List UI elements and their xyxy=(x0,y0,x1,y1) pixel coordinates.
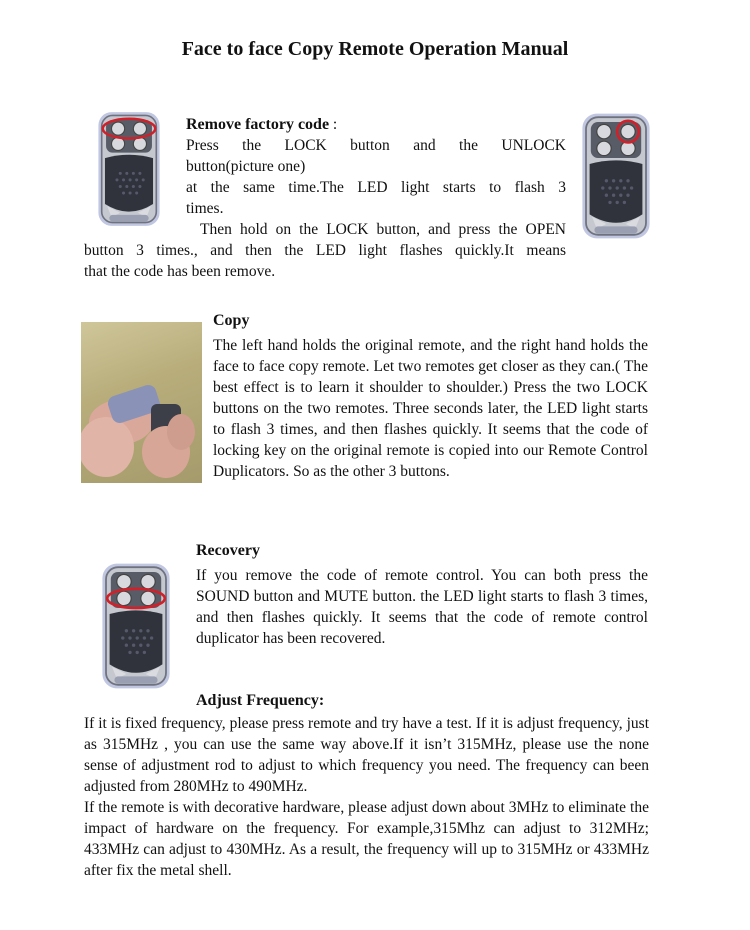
frequency-section xyxy=(84,713,649,881)
frequency-text: If the remote is with decorative hardware, please adjust down about 3MHz to eliminate the impact of hardware on the frequency. For example,315Mhz can adjust to 312MHz; 433MHz can adjust to 430MHz. As a result, the frequency will up to 315MHz or 433MHz after fix the metal shell. xyxy=(84,799,649,879)
remove-line: at the same time.The LED light starts to flash 3 xyxy=(186,179,566,196)
remove-line: button 3 times., and then the LED light flashes quickly.It means xyxy=(84,242,566,259)
remote-image-open-button xyxy=(580,108,652,244)
recovery-text: If you remove the code of remote control. You can both press the SOUND button and MUTE button. the LED light starts to flash 3 times, and then flashes quickly. It seems that the code of remote control duplicator has been recovered. xyxy=(196,567,648,647)
remove-line: button(picture one) xyxy=(186,158,306,175)
copy-section xyxy=(213,310,648,482)
recovery-section xyxy=(196,540,648,649)
section-heading-copy: Copy xyxy=(213,312,250,329)
heading-colon: : xyxy=(329,116,338,133)
remove-line: times. xyxy=(186,200,224,217)
copy-text: The left hand holds the original remote, and the right hand holds the face to face copy remote. Let two remotes get closer as they can.( The best effect is to learn it shoulder to shoulder.) Press the two LOCK buttons on the two remotes. Three seconds later, the LED light starts to flash 3 times, and then flashes quickly. It seems that the code of locking key on the original remote is copied into our Remote Control Duplicators. So as the other 3 buttons. xyxy=(213,337,648,480)
hands-holding-remotes-photo xyxy=(81,322,202,483)
section-heading-frequency: Adjust Frequency: xyxy=(196,692,325,709)
remove-section xyxy=(186,114,566,240)
remote-image-sound-mute xyxy=(100,560,172,692)
section-heading-remove: Remove factory code xyxy=(186,116,330,133)
remove-line: that the code has been remove. xyxy=(84,263,276,280)
remote-image-lock-unlock xyxy=(94,110,164,228)
page-title: Face to face Copy Remote Operation Manual xyxy=(181,38,569,60)
section-heading-recovery: Recovery xyxy=(196,542,260,559)
remove-line: Then hold on the LOCK button, and press the OPEN xyxy=(200,221,566,238)
remove-line: Press the LOCK button and the UNLOCK xyxy=(186,137,566,154)
frequency-text: If it is fixed frequency, please press remote and try have a test. If it is adjust frequency, just as 315MHz , you can use the same way above.If it isn’t 315MHz, please use the none sense of adjustment rod to adjust to which frequency you need. The frequency can been adjusted from 280MHz to 490MHz. xyxy=(84,715,649,795)
